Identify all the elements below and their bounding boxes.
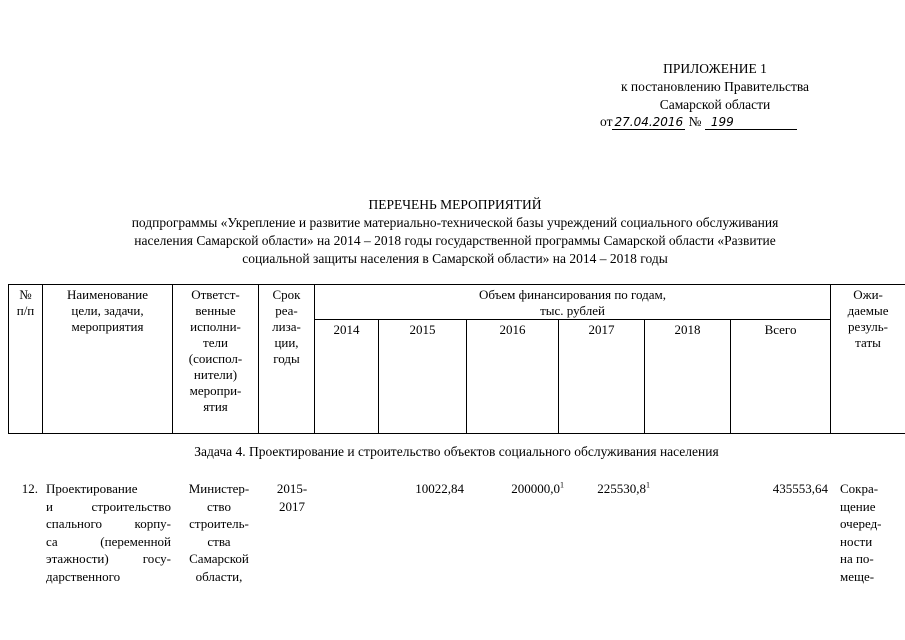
funding-total: 435553,64 (772, 481, 828, 496)
annex-date-line (600, 114, 830, 134)
col-header-number: № п/п (9, 285, 43, 434)
funding-2016: 200000,0$^1$ (511, 480, 564, 496)
col-header-responsible: Ответст- венные исполни- тели (соиспол- нители) меропри- ятия (173, 285, 259, 434)
document-subheading-1: подпрограммы «Укрепление и развитие материально-технической базы учреждений социального обслуживания (131, 215, 779, 230)
annex-title: ПРИЛОЖЕНИЕ 1 (663, 61, 767, 76)
year-2018: 2018 (645, 320, 731, 434)
annex-block (600, 60, 830, 114)
year-2017: 2017 (559, 320, 645, 434)
col-header-funding: Объем финансирования по годам, тыс. рублей (315, 285, 831, 320)
year-2016: 2016 (467, 320, 559, 434)
year-2015: 2015 (379, 320, 467, 434)
col-header-result: Ожи- даемые резуль- таты (831, 285, 905, 434)
document-subheading-3: социальной защиты населения в Самарской области» на 2014 – 2018 годы (242, 251, 668, 266)
year-total: Всего (731, 320, 831, 434)
handwritten-number: 199 (705, 115, 797, 130)
col-header-name: Наименование цели, задачи, мероприятия (43, 285, 173, 434)
funding-2015: 10022,84 (415, 481, 464, 496)
footnote-marker-2016: 1 (560, 480, 564, 490)
document-title-block (60, 196, 850, 268)
row-number: 12. (21, 481, 38, 496)
year-2014: 2014 (315, 320, 379, 434)
annex-line1: к постановлению Правительства (620, 79, 810, 94)
document-heading: ПЕРЕЧЕНЬ МЕРОПРИЯТИЙ (368, 197, 542, 212)
number-sign: № (688, 114, 702, 129)
measures-table-header (8, 284, 905, 434)
measure-term: 2015- 2017 (276, 481, 308, 514)
annex-line2: Самарской области (659, 97, 771, 112)
measure-responsible: Министер- ство строитель- ства Самарской области, (188, 481, 250, 584)
task-4-title: Задача 4. Проектирование и строительство объектов социального обслуживания населения (194, 444, 719, 459)
date-prefix: от (600, 114, 613, 129)
funding-2017: 225530,8$^1$ (597, 480, 650, 496)
col-header-term: Срок реа- лиза- ции, годы (259, 285, 315, 434)
expected-result: Сокра- щение очеред- ности на по- меще- (840, 481, 882, 584)
document-subheading-2: населения Самарской области» на 2014 – 2018 годы государственной программы Самарской области «Развитие (134, 233, 776, 248)
handwritten-date: 27.04.2016 (614, 115, 684, 129)
measure-name: Проектирование и строительство спального корпу- са (переменной этажности) госу- дарственного (46, 481, 171, 584)
footnote-marker-2017: 1 (646, 480, 650, 490)
